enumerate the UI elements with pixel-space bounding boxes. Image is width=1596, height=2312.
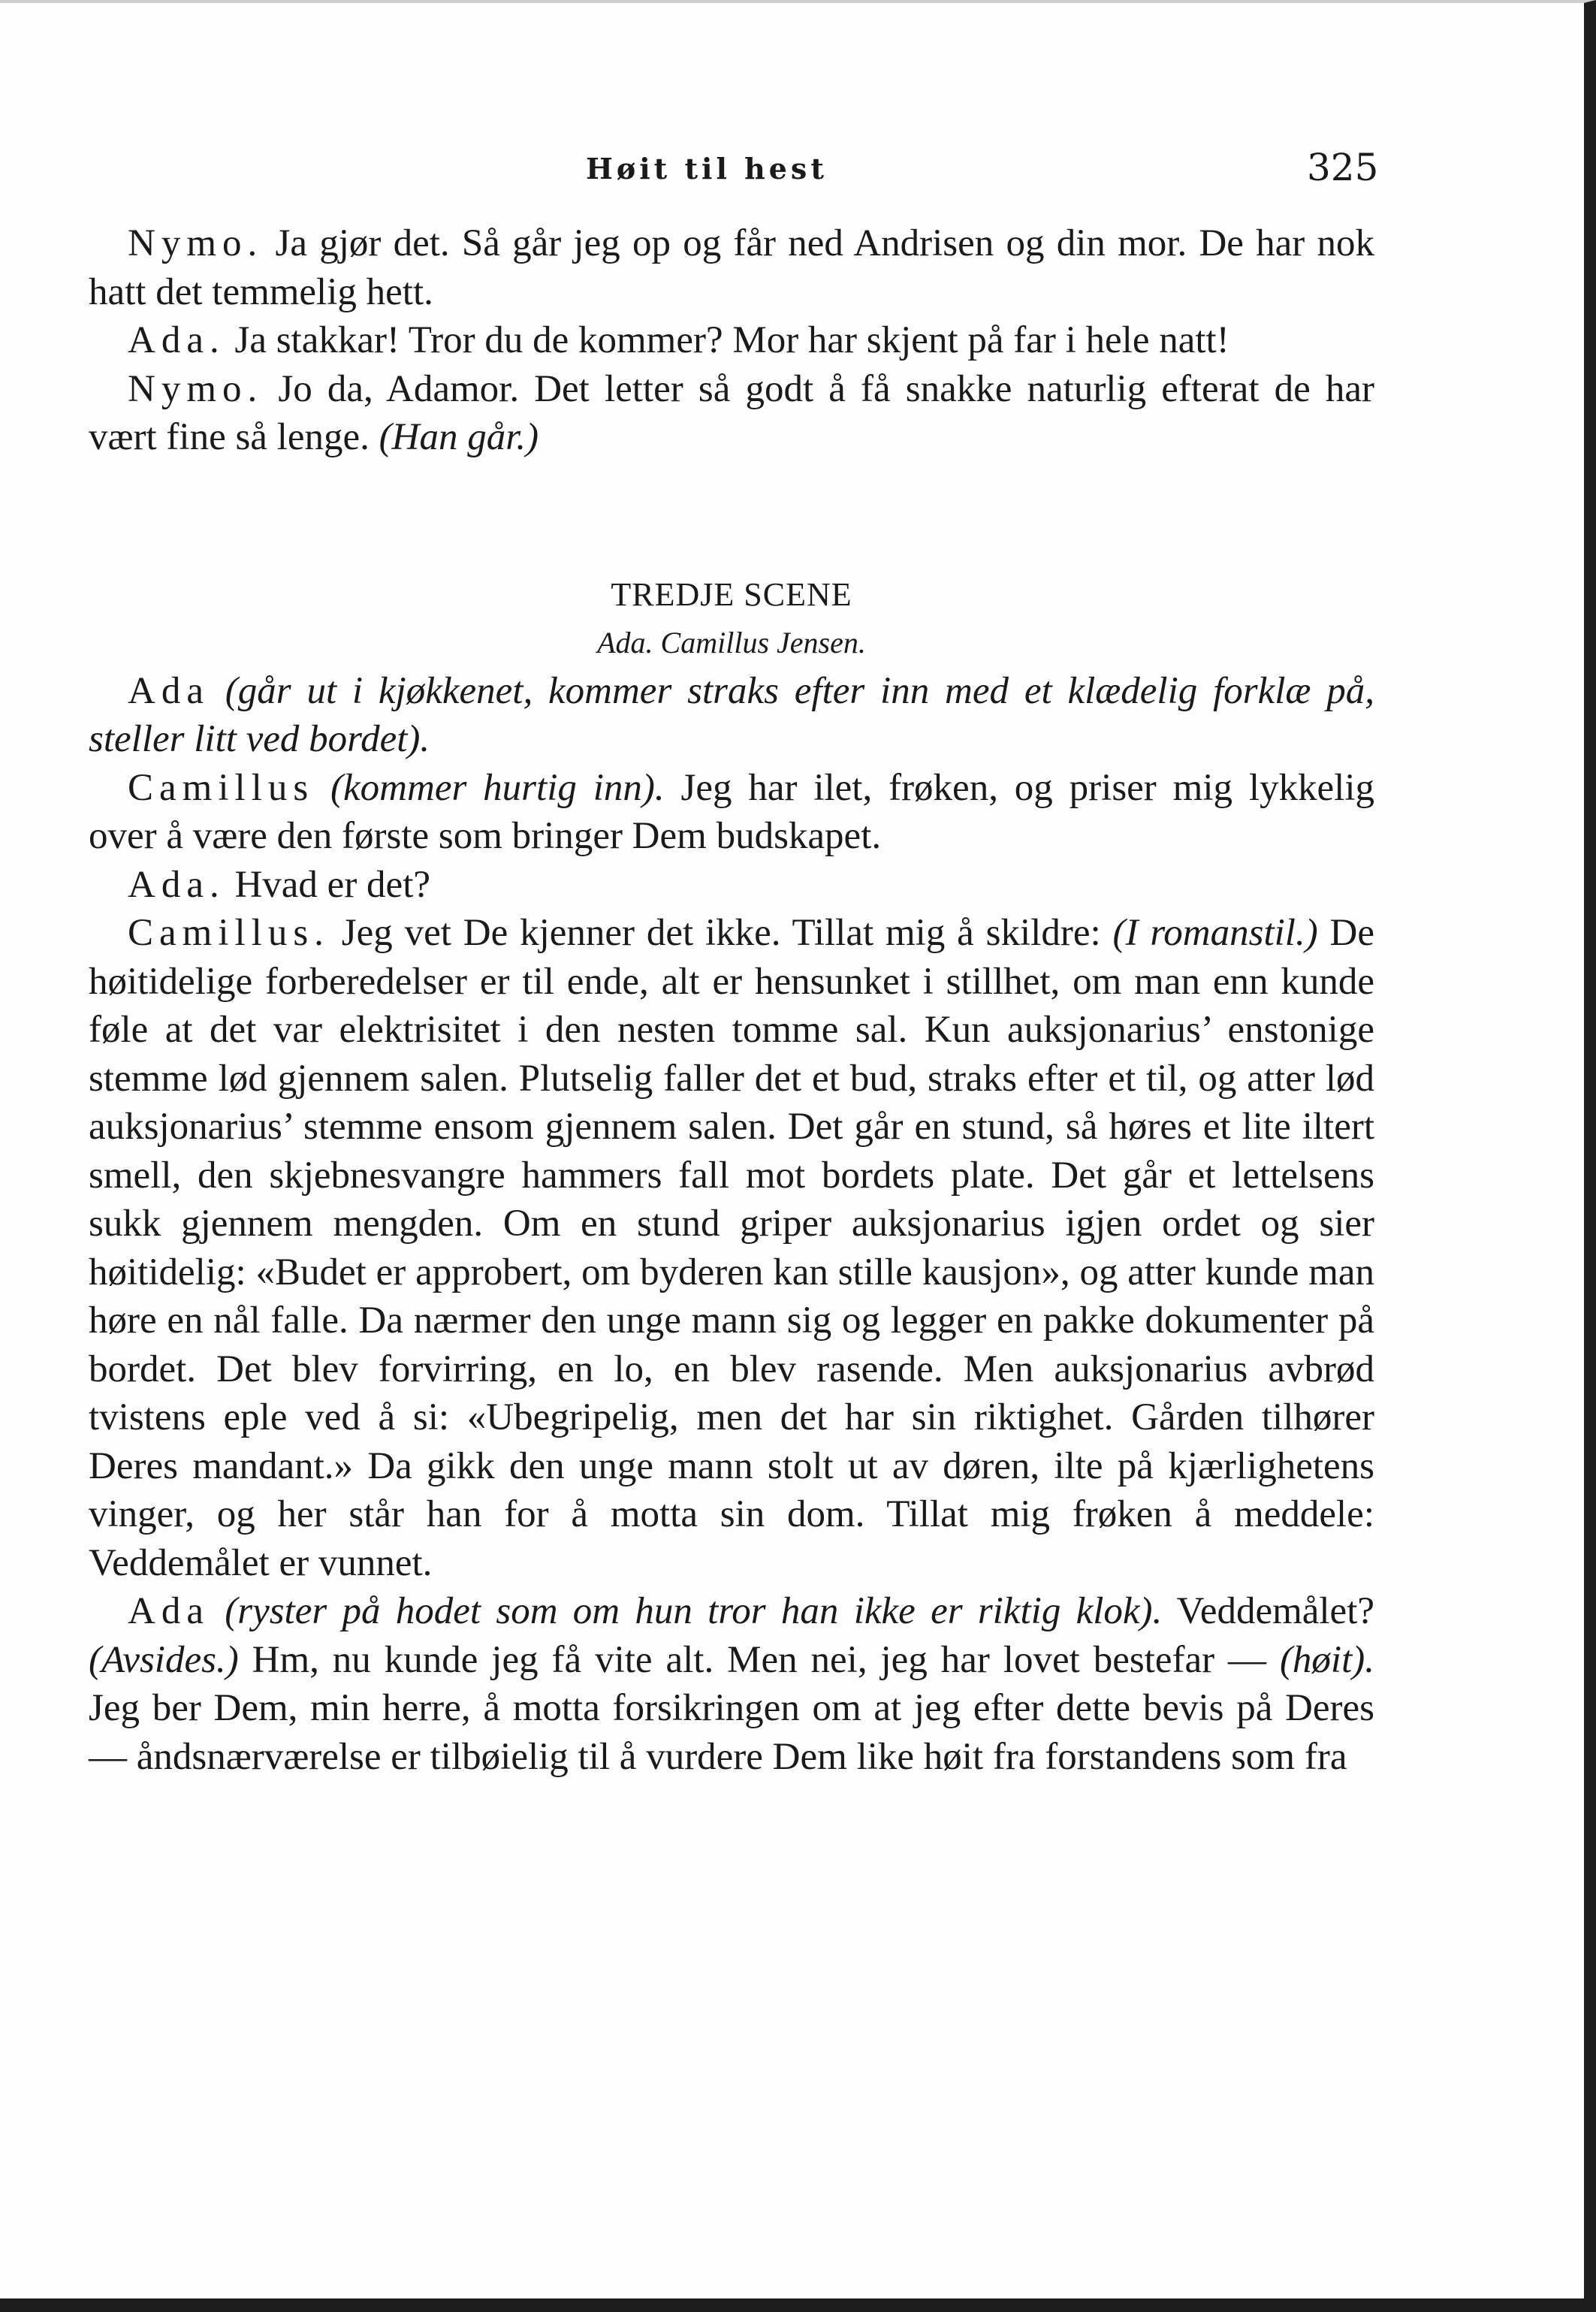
dialogue-paragraph bbox=[89, 861, 1374, 910]
speaker-name: Ada bbox=[128, 1590, 210, 1632]
dialogue-paragraph bbox=[89, 365, 1374, 462]
dialogue-paragraph bbox=[89, 667, 1374, 764]
dialogue-paragraph bbox=[89, 219, 1374, 316]
stage-direction: (ryster på hodet som om hun tror han ikke er riktig klok). bbox=[209, 1590, 1163, 1632]
dialogue-paragraph bbox=[89, 909, 1374, 1587]
dialogue-text: Hvad er det? bbox=[225, 863, 430, 906]
dialogue-text: De høitidelige forberedelser er til ende, alt er hensunket i stillhet, om man enn kunde føle at det var elektrisitet i den nesten tomme sal. Kun auksjonarius’ enstonige stemme lød gjennem salen. Plutselig faller det et bud, straks efter et til, og atter lød auksjonarius’ stemme ensom gjennem salen. Det går en stund, så høres et lite iltert smell, den skjebnesvangre hammers fall mot bordets plate. Det går et lettelsens sukk gjennem mengden. Om en stund griper auksjonarius igjen ordet og sier høitidelig: «Budet er approbert, om byderen kan stille kausjon», og atter kunde man høre en nål falle. Da nærmer den unge mann sig og legger en pakke dokumenter på bordet. Det blev forvirring, en lo, en blev rasende. Men auksjonarius avbrød tvistens eple ved å si: «Ubegripelig, men det har sin riktighet. Gården tilhører Deres mandant.» Da gikk den unge mann stolt ut av døren, ilte på kjærlighetens vinger, og her står han for å motta sin dom. Tillat mig frøken å meddele: Veddemålet er vunnet. bbox=[89, 912, 1375, 1584]
dialogue-text: Hm, nu kunde jeg få vite alt. Men nei, jeg har lovet bestefar — bbox=[238, 1638, 1280, 1681]
dialogue-text: Veddemålet? bbox=[1162, 1590, 1375, 1632]
stage-direction: (går ut i kjøkkenet, kommer straks efter inn med et klædelig forklæ på, steller litt ved bordet). bbox=[89, 669, 1374, 760]
stage-direction: (høit). bbox=[1279, 1638, 1374, 1681]
speaker-name: Camillus. bbox=[128, 912, 330, 954]
page-header bbox=[0, 146, 1596, 198]
dialogue-paragraph bbox=[89, 316, 1374, 365]
spacer bbox=[89, 462, 1374, 571]
stage-direction: (Avsides.) bbox=[89, 1638, 239, 1681]
speaker-name: Nymo. bbox=[128, 222, 264, 264]
dialogue-text: Jeg har ilet, frøken, og priser mig lykkelig over å være den første som bringer Dem budskapet. bbox=[89, 766, 1374, 857]
dialogue-text: Jo da, Adamor. Det letter så godt å få snakke naturlig efterat de har vært fine så lenge. bbox=[89, 367, 1374, 458]
scene-title: TREDJE SCENE bbox=[611, 575, 852, 613]
dialogue-text: Ja gjør det. Så går jeg op og får ned Andrisen og din mor. De har nok hatt det temmelig hett. bbox=[89, 222, 1374, 313]
dialogue-text: Ja stakkar! Tror du de kommer? Mor har skjent på far i hele natt! bbox=[225, 319, 1229, 361]
stage-direction: (I romanstil.) bbox=[1112, 912, 1318, 954]
speaker-name: Ada bbox=[128, 669, 210, 712]
dialogue-paragraph bbox=[89, 764, 1374, 861]
page-body bbox=[89, 219, 1374, 1781]
stage-direction: (Han går.) bbox=[379, 416, 539, 458]
page-number: 325 bbox=[1307, 146, 1379, 189]
running-title: Høit til hest bbox=[586, 152, 828, 186]
speaker-name: Camillus bbox=[128, 766, 315, 809]
cast-list: Ada. Camillus Jensen. bbox=[597, 625, 866, 659]
stage-direction: (kommer hurtig inn). bbox=[314, 766, 665, 809]
speaker-name: Nymo. bbox=[128, 367, 264, 410]
dialogue-text: Jeg ber Dem, min herre, å motta forsikringen om at jeg efter dette bevis på Deres — åndsnærværelse er tilbøielig til å vurdere Dem like høit fra forstandens som fra bbox=[89, 1687, 1374, 1778]
speaker-name: Ada. bbox=[128, 863, 225, 906]
speaker-name: Ada. bbox=[128, 319, 225, 361]
dialogue-paragraph bbox=[89, 1587, 1374, 1781]
dialogue-text: Jeg vet De kjenner det ikke. Tillat mig å skildre: bbox=[329, 912, 1113, 954]
